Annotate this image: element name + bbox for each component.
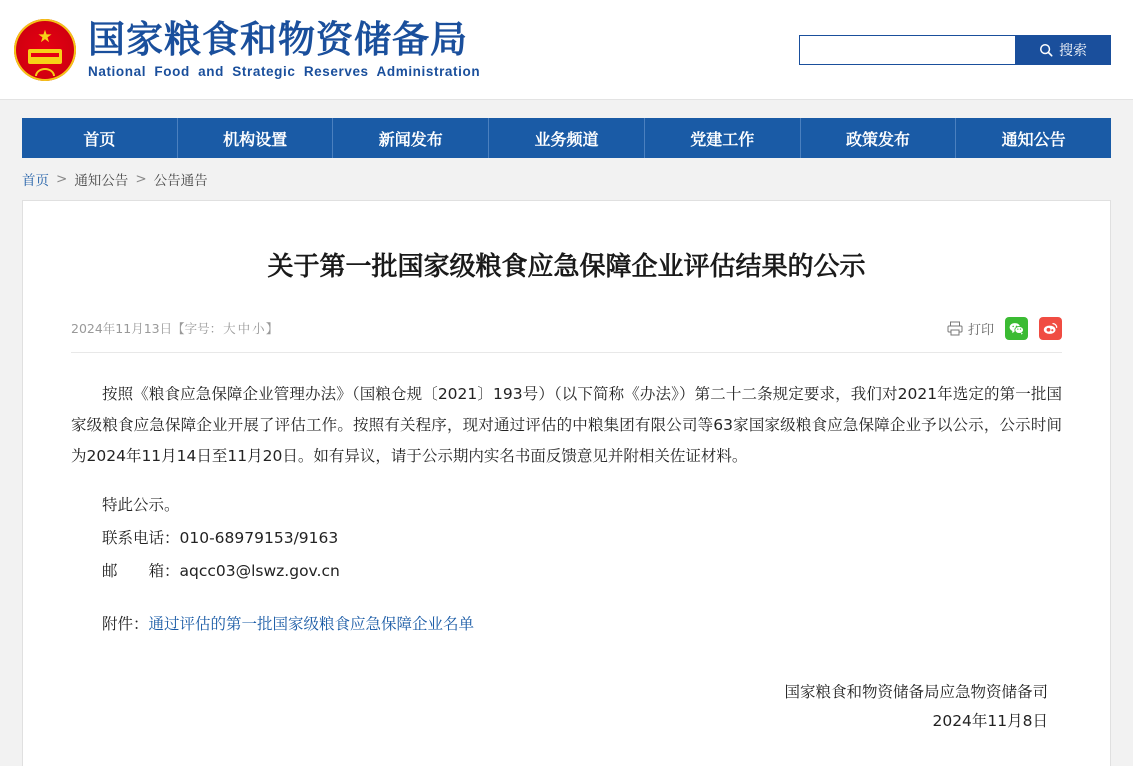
main-nav bbox=[22, 118, 1111, 158]
font-size-small[interactable]: 小 bbox=[252, 321, 265, 337]
site-title-cn: 国家粮食和物资储备局 bbox=[88, 18, 468, 62]
search-input[interactable] bbox=[799, 35, 1015, 65]
article-body bbox=[71, 379, 1062, 640]
nav-item-home[interactable]: 首页 bbox=[22, 118, 178, 158]
signoff-org: 国家粮食和物资储备局应急物资储备司 bbox=[784, 682, 1048, 701]
article-meta-left bbox=[71, 319, 278, 337]
breadcrumb-level-2[interactable]: 通知公告 bbox=[74, 173, 129, 189]
signoff-date: 2024年11月8日 bbox=[932, 712, 1048, 731]
breadcrumb-home[interactable]: 首页 bbox=[22, 173, 49, 189]
font-size-large[interactable]: 大 bbox=[223, 321, 236, 337]
attachment-row bbox=[71, 609, 1062, 640]
nav-item-policy[interactable]: 政策发布 bbox=[801, 118, 957, 158]
article-paragraph-2: 特此公示。 bbox=[102, 495, 180, 514]
weibo-glyph bbox=[1043, 322, 1058, 335]
article-date: 2024年11月13日 bbox=[71, 321, 173, 337]
search-icon bbox=[1039, 43, 1053, 57]
weibo-icon[interactable] bbox=[1039, 317, 1062, 340]
nav-item-party[interactable]: 党建工作 bbox=[645, 118, 801, 158]
search-box bbox=[799, 35, 1111, 65]
article-actions bbox=[947, 317, 1062, 340]
contact-phone: 联系电话：010-68979153/9163 bbox=[102, 528, 339, 547]
nav-item-organization[interactable]: 机构设置 bbox=[178, 118, 334, 158]
site-header bbox=[0, 0, 1133, 100]
search-button[interactable] bbox=[1015, 35, 1111, 65]
font-size-label: 【字号： bbox=[172, 321, 223, 337]
attachment-link[interactable]: 通过评估的第一批国家级粮食应急保障企业名单 bbox=[148, 614, 475, 633]
emblem-gate bbox=[28, 49, 62, 64]
article-signoff bbox=[71, 678, 1062, 737]
nav-item-business[interactable]: 业务频道 bbox=[489, 118, 645, 158]
site-title-en: National Food and Strategic Reserves Administration bbox=[88, 63, 481, 79]
nav-item-news[interactable]: 新闻发布 bbox=[333, 118, 489, 158]
wechat-glyph bbox=[1009, 322, 1024, 335]
breadcrumb bbox=[22, 158, 1111, 200]
emblem-star: ★ bbox=[37, 26, 53, 46]
contact-email: 邮 箱：aqcc03@lswz.gov.cn bbox=[102, 561, 340, 580]
page-title: 关于第一批国家级粮食应急保障企业评估结果的公示 bbox=[267, 252, 866, 282]
site-title-block bbox=[88, 20, 480, 79]
print-label: 打印 bbox=[967, 322, 994, 338]
font-size-medium[interactable]: 中 bbox=[237, 321, 251, 337]
print-button[interactable] bbox=[947, 319, 994, 338]
wechat-icon[interactable] bbox=[1005, 317, 1028, 340]
emblem-gears bbox=[35, 68, 55, 76]
printer-icon bbox=[947, 321, 963, 336]
national-emblem-icon bbox=[14, 19, 76, 81]
nav-item-notices[interactable]: 通知公告 bbox=[1001, 129, 1066, 149]
font-size-label-end: 】 bbox=[265, 321, 279, 337]
article-paragraph-1: 按照《粮食应急保障企业管理办法》（国粮仓规〔2021〕193号）（以下简称《办法》）第二十二条规定要求，我们对2021年选定的第一批国家级粮食应急保障企业开展了评估工作。按照有关程序，现对通过评估的中粮集团有限公司等63家国家级粮食应急保障企业予以公示，公示时间为2024年11月14日至11月20日。如有异议，请于公示期内实名书面反馈意见并附相关佐证材料。 bbox=[71, 384, 1062, 465]
breadcrumb-level-3[interactable]: 公告通告 bbox=[153, 173, 208, 189]
search-button-label: 搜索 bbox=[1059, 42, 1087, 59]
breadcrumb-separator-2: > bbox=[135, 171, 147, 187]
article-meta bbox=[71, 317, 1062, 353]
attachment-label: 附件： bbox=[102, 614, 149, 633]
breadcrumb-separator-1: > bbox=[56, 171, 68, 187]
font-size-control bbox=[172, 321, 278, 336]
article-card bbox=[22, 200, 1111, 766]
